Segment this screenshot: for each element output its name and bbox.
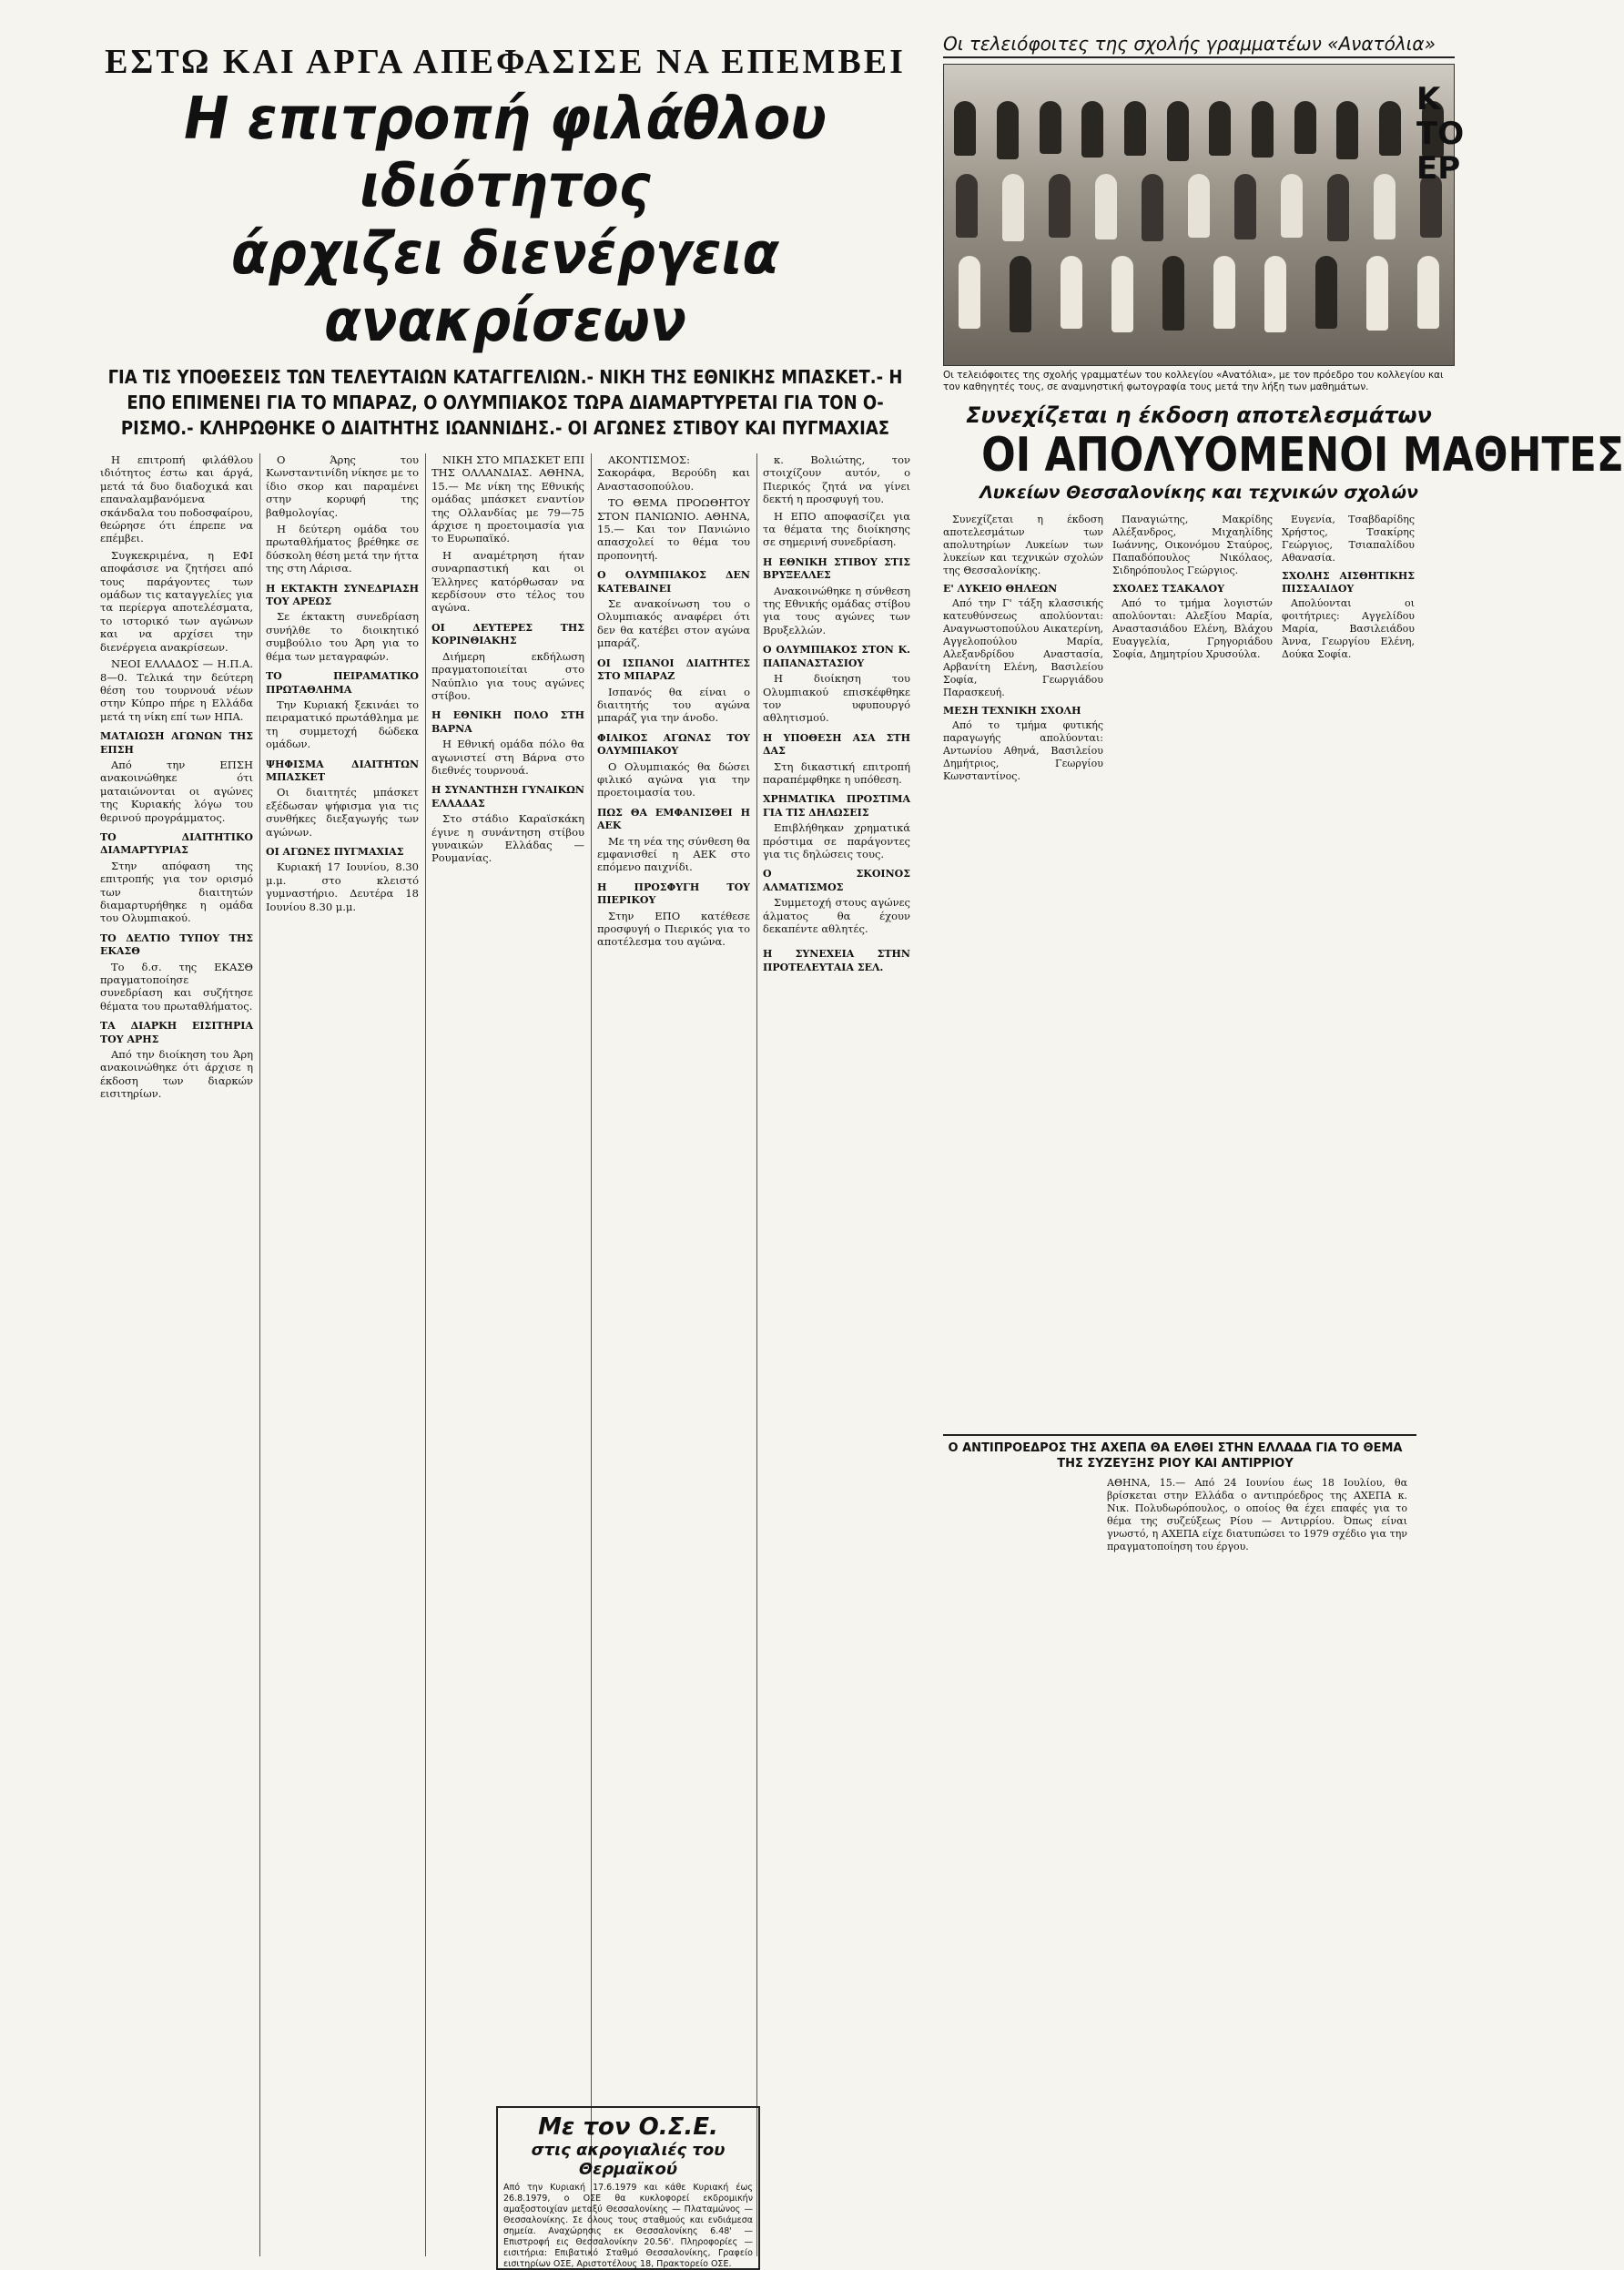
figure	[1327, 174, 1349, 241]
paragraph: Απολύονται οι φοιτήτριες: Αγγελίδου Μαρία, Βασιλειάδου Άννα, Γεωργίου Ελένη, Δούκα Σοφία.	[1282, 597, 1415, 660]
figure	[1061, 256, 1082, 329]
paragraph: Την Κυριακή ξεκινάει το πειραματικό πρωτάθλημα με τη συμμετοχή δώδεκα ομάδων.	[266, 697, 419, 751]
article-headline: Ο ΑΝΤΙΠΡΟΕΔΡΟΣ ΤΗΣ ΑΧΕΠΑ ΘΑ ΕΛΘΕΙ ΣΤΗΝ ΕΛΛΑΔΑ ΓΙΑ ΤΟ ΘΕΜΑ ΤΗΣ ΣΥΖΕΥΞΗΣ ΡΙΟΥ ΚΑΙ ΑΝΤΙΡΡΙΟΥ	[948, 1441, 1403, 1471]
figure	[1010, 256, 1031, 332]
figure	[1366, 256, 1388, 331]
paragraph: Συμμετοχή στους αγώνες άλματος θα έχουν δεκαπέντε αθλητές.	[763, 896, 910, 935]
figure	[1124, 101, 1146, 156]
section-heading: Η ΕΚΤΑΚΤΗ ΣΥΝΕΔΡΙΑΣΗ ΤΟΥ ΑΡΕΩΣ	[266, 582, 419, 608]
section-heading: Ε' ΛΥΚΕΙΟ ΘΗΛΕΩΝ	[943, 583, 1058, 595]
figure	[959, 256, 980, 329]
section-heading: Η ΥΠΟΘΕΣΗ ΑΣΑ ΣΤΗ ΔΑΣ	[763, 731, 910, 758]
paragraph: Το δ.σ. της ΕΚΑΣΘ πραγματοποίησε συνεδρίαση και συζήτησε θέματα του πρωταθλήματος.	[100, 960, 253, 1013]
paragraph: Ο Ολυμπιακός θα δώσει φιλικό αγώνα για την προετοιμασία του.	[597, 759, 750, 799]
ad-title: Με τον Ο.Σ.Ε.	[538, 2113, 718, 2141]
paragraph: Στην ΕΠΟ κατέθεσε προσφυγή ο Πιερικός για το αποτέλεσμα του αγώνα.	[597, 909, 750, 949]
paragraph: Στη δικαστική επιτροπή παραπέμφθηκε η υπόθεση.	[763, 759, 910, 786]
section-heading: Ο ΟΛΥΜΠΙΑΚΟΣ ΣΤΟΝ Κ. ΠΑΠΑΝΑΣΤΑΣΙΟΥ	[763, 644, 910, 669]
ad-subtitle: στις ακρογιαλιές του Θερμαϊκού	[531, 2141, 726, 2179]
ose-advertisement	[496, 2106, 760, 2270]
section-heading: ΣΧΟΛΗΣ ΑΙΣΘΗΤΙΚΗΣ ΠΙΣΣΑΛΙΔΟΥ	[1282, 570, 1415, 595]
paragraph: Ο Άρης του Κωνσταντινίδη νίκησε με το ίδιο σκορ και παραμένει στην κορυφή της βαθμολογίας.	[266, 453, 419, 519]
figure	[1252, 101, 1274, 158]
section-heading: ΤΟ ΠΕΙΡΑΜΑΤΙΚΟ ΠΡΩΤΑΘΛΗΜΑ	[266, 670, 419, 696]
headline-line-1: Η επιτροπή φιλάθλου ιδιότητος	[184, 86, 827, 220]
figure	[1095, 174, 1117, 239]
section-heading: Η ΕΘΝΙΚΗ ΣΤΙΒΟΥ ΣΤΙΣ ΒΡΥΞΕΛΛΕΣ	[763, 555, 910, 582]
continued-note: Η ΣΥΝΕΧΕΙΑ ΣΤΗΝ ΠΡΟΤΕΛΕΥΤΑΙΑ ΣΕΛ.	[763, 948, 910, 973]
headline-line-2: άρχιζει διενέργεια ανακρίσεων	[231, 220, 779, 355]
photo-row	[944, 174, 1454, 241]
paragraph: ΝΙΚΗ ΣΤΟ ΜΠΑΣΚΕΤ ΕΠΙ ΤΗΣ ΟΛΛΑΝΔΙΑΣ. ΑΘΗΝΑ, 15.— Με νίκη της Εθνικής ομάδας μπάσκετ εναντίον της Ολλανδίας με 79—75 άρχισε η προετοιμασία για το Ευρωπαϊκό.	[431, 453, 584, 545]
photo-caption: Οι τελειόφοιτες της σχολής γραμματέων του κολλεγίου «Ανατόλια», με τον πρόεδρο του κολλεγίου και τον καθηγητές τους, σε αναμνηστική φωτογραφία τους μετά την λήξη των μαθημάτων.	[943, 370, 1444, 392]
paragraph: Σε ανακοίνωση του ο Ολυμπιακός αναφέρει ότι δεν θα κατέβει στον αγώνα μπαράζ.	[597, 597, 750, 650]
section-heading: Ο ΟΛΥΜΠΙΑΚΟΣ ΔΕΝ ΚΑΤΕΒΑΙΝΕΙ	[597, 569, 750, 595]
main-article	[100, 36, 910, 2269]
paragraph: Από την Γ' τάξη κλασσικής κατευθύνσεως απολύονται: Αναγνωστοπούλου Αικατερίνη, Αγγελοπούλου Μαρία, Αλεξανδρίδου Αναστασία, Αρβανίτη Ελένη, Βασιλείου Σοφία, Γεωργιάδου Παρασκευή.	[943, 597, 1103, 698]
paragraph: Η επιτροπή φιλάθλου ιδιότητος έστω και άργά, μετά τά δυο διαδοχικά και επαναλαμβανόμενα σκάνδαλα του ποδοσφαίρου, θεώρησε ότι έπρεπε να επέμβει.	[100, 453, 253, 545]
column-2	[266, 453, 419, 917]
section-heading: ΤΟ ΔΕΛΤΙΟ ΤΥΠΟΥ ΤΗΣ ΕΚΑΣΘ	[100, 931, 253, 958]
results-column-1	[943, 514, 1103, 787]
figure	[1281, 174, 1303, 238]
figure	[1209, 101, 1231, 156]
edge-letter: ΤΟ	[1416, 116, 1465, 152]
section-heading: ΟΙ ΔΕΥΤΕΡΕΣ ΤΗΣ ΚΟΡΙΝΘΙΑΚΗΣ	[431, 621, 584, 647]
figure	[954, 101, 976, 156]
acheppa-article	[943, 1440, 1407, 1553]
results-column-3	[1282, 514, 1415, 665]
divider	[943, 1434, 1416, 1436]
column-rule	[756, 453, 757, 2256]
photo-title: Οι τελειόφοιτες της σχολής γραμματέων «Ανατόλια»	[943, 33, 1455, 58]
paragraph: ΤΟ ΘΕΜΑ ΠΡΟΩΘΗΤΟΥ ΣΤΟΝ ΠΑΝΙΩΝΙΟ. ΑΘΗΝΑ, 15.— Και τον Πανιώνιο απασχολεί το θέμα του προπονητή.	[597, 496, 750, 562]
figure	[1167, 101, 1189, 161]
photo-row	[944, 256, 1454, 332]
edge-letter: Κ	[1416, 81, 1441, 117]
section-heading: ΨΗΦΙΣΜΑ ΔΙΑΙΤΗΤΩΝ ΜΠΑΣΚΕΤ	[266, 758, 419, 783]
section-heading: Η ΕΘΝΙΚΗ ΠΟΛΟ ΣΤΗ ΒΑΡΝΑ	[431, 709, 584, 735]
paragraph: Η αναμέτρηση ήταν συναρπαστική και οι Έλληνες κατόρθωσαν να κερδίσουν στο τέλος του αγώνα.	[431, 548, 584, 615]
section-heading: ΧΡΗΜΑΤΙΚΑ ΠΡΟΣΤΙΜΑ ΓΙΑ ΤΙΣ ΔΗΛΩΣΕΙΣ	[763, 793, 910, 819]
paragraph: Με τη νέα της σύνθεση θα εμφανισθεί η ΑΕΚ στο επόμενο παιχνίδι.	[597, 834, 750, 874]
paragraph: ΝΕΟΙ ΕΛΛΑΔΟΣ — Η.Π.Α. 8—0. Τελικά την δεύτερη θέση του τουρνουά νέων στην Κύπρο πήρε η Ελλάδα μετά τη νίκη επί των ΗΠΑ.	[100, 657, 253, 723]
paragraph: κ. Βολιώτης, τον στοιχίζουν αυτόν, ο Πιερικός ζητά να γίνει δεκτή η προσφυγή του.	[763, 453, 910, 506]
class-photo	[943, 64, 1465, 366]
figure	[1374, 174, 1396, 239]
paragraph: Στο στάδιο Καραϊσκάκη έγινε η συνάντηση στίβου γυναικών Ελλάδας — Ρουμανίας.	[431, 812, 584, 865]
paragraph: Από το τμήμα φυτικής παραγωγής απολύονται: Αντωνίου Αθηνά, Βασιλείου Δημήτριος, Γεωργίου Κωνσταντίνος.	[943, 719, 1103, 782]
paragraph: Παναγιώτης, Μακρίδης Αλέξανδρος, Μιχαηλίδης Ιωάννης, Οικονόμου Σταύρος, Παπαδόπουλος Νικόλαος, Σιδηρόπουλος Γεώργιος.	[1112, 514, 1273, 576]
section-headline: ΟΙ ΑΠΟΛΥΟΜΕΝΟΙ ΜΑΘΗΤΕΣ	[981, 428, 1624, 483]
article-columns	[100, 453, 910, 2269]
section-heading: ΦΙΛΙΚΟΣ ΑΓΩΝΑΣ ΤΟΥ ΟΛΥΜΠΙΑΚΟΥ	[597, 731, 750, 758]
paragraph: Διήμερη εκδήλωση πραγματοποιείται στο Ναύπλιο για τους αγώνες στίβου.	[431, 649, 584, 702]
figure	[1111, 256, 1133, 332]
paragraph: Η δεύτερη ομάδα του πρωταθλήματος βρέθηκε σε δύσκολη θέση μετά την ήττα της στη Λάρισα.	[266, 523, 419, 575]
section-heading: Η ΠΡΟΣΦΥΓΗ ΤΟΥ ΠΙΕΡΙΚΟΥ	[597, 881, 750, 907]
photo-row	[944, 101, 1454, 161]
paragraph: Οι διαιτητές μπάσκετ εξέδωσαν ψήφισμα για τις συνθήκες διεξαγωγής των αγώνων.	[266, 786, 419, 839]
paragraph: Επιβλήθηκαν χρηματικά πρόστιμα σε παράγοντες για τις δηλώσεις τους.	[763, 821, 910, 860]
section-kicker: Συνεχίζεται η έκδοση αποτελεσμάτων	[966, 402, 1432, 428]
paragraph: Η Εθνική ομάδα πόλο θα αγωνιστεί στη Βάρνα στο διεθνές τουρνουά.	[431, 738, 584, 777]
section-heading: ΟΙ ΙΣΠΑΝΟΙ ΔΙΑΙΤΗΤΕΣ ΣΤΟ ΜΠΑΡΑΖ	[597, 657, 750, 683]
paragraph: Η διοίκηση του Ολυμπιακού επισκέφθηκε τον υφυπουργό αθλητισμού.	[763, 672, 910, 725]
section-heading: ΣΧΟΛΕΣ ΤΣΑΚΑΛΟΥ	[1112, 583, 1224, 595]
article-body: ΑΘΗΝΑ, 15.— Από 24 Ιουνίου έως 18 Ιουλίου, θα βρίσκεται στην Ελλάδα ο αντιπρόεδρος της ΑΧΕΠΑ κ. Νικ. Πολυδωρόπουλος, ο οποίος θα έχει επαφές για το θέμα της συζεύξεως Ρίου — Αντιρρίου. Όπως είναι γνωστό, η ΑΧΕΠΑ είχε διατυπώσει το 1979 σχέδιο για την πραγματοποίηση του έργου.	[1107, 1477, 1407, 1552]
figure	[1234, 174, 1256, 239]
figure	[1040, 101, 1061, 154]
paragraph: ΑΚΟΝΤΙΣΜΟΣ: Σακοράφα, Βερούδη και Αναστασοπούλου.	[597, 453, 750, 493]
figure	[997, 101, 1019, 159]
paragraph: Ευγενία, Τσαβδαρίδης Χρήστος, Τσακίρης Γεώργιος, Τσιαπαλίδου Αθανασία.	[1282, 514, 1415, 564]
figure	[1213, 256, 1235, 329]
section-heading: ΜΕΣΗ ΤΕΧΝΙΚΗ ΣΧΟΛΗ	[943, 705, 1081, 717]
column-rule	[591, 453, 592, 2256]
paragraph: Σε έκτακτη συνεδρίαση συνήλθε το διοικητικό συμβούλιο του Άρη για το θέμα των μεταγραφών.	[266, 610, 419, 663]
column-1	[100, 453, 253, 1104]
figure	[1162, 256, 1184, 331]
figure	[1264, 256, 1286, 332]
paragraph: Κυριακή 17 Ιουνίου, 8.30 μ.μ. στο κλειστό γυμναστήριο. Δευτέρα 18 Ιουνίου 8.30 μ.μ.	[266, 860, 419, 913]
figure	[1081, 101, 1103, 158]
figure	[1336, 101, 1358, 159]
figure	[956, 174, 978, 238]
figure	[1315, 256, 1337, 329]
section-heading: ΤΟ ΔΙΑΙΤΗΤΙΚΟ ΔΙΑΜΑΡΤΥΡΙΑΣ	[100, 830, 253, 857]
paragraph: Από την διοίκηση του Άρη ανακοινώθηκε ότι άρχισε η έκδοση των διαρκών εισιτηρίων.	[100, 1048, 253, 1101]
section-heading: ΜΑΤΑΙΩΣΗ ΑΓΩΝΩΝ ΤΗΣ ΕΠΣΗ	[100, 730, 253, 756]
figure	[1002, 174, 1024, 241]
paragraph: Ανακοινώθηκε η σύνθεση της Εθνικής ομάδας στίβου για τους αγώνες των Βρυξελλών.	[763, 584, 910, 636]
kicker: ΕΣΤΩ ΚΑΙ ΑΡΓΑ ΑΠΕΦΑΣΙΣΕ ΝΑ ΕΠΕΜΒΕΙ	[105, 43, 906, 81]
figure	[1142, 174, 1163, 241]
figure	[1188, 174, 1210, 238]
paragraph: Στην απόφαση της επιτροπής για τον ορισμό των διαιτητών διαμαρτυρήθηκε η ομάδα του Ολυμπιακού.	[100, 859, 253, 925]
figure	[1049, 174, 1071, 238]
paragraph: Από την ΕΠΣΗ ανακοινώθηκε ότι ματαιώνονται οι αγώνες της Κυριακής λόγω του θερινού προγράμματος.	[100, 758, 253, 824]
section-heading: Ο ΣΚΟΙΝΟΣ ΑΛΜΑΤΙΣΜΟΣ	[763, 868, 910, 893]
section-heading: ΟΙ ΑΓΩΝΕΣ ΠΥΓΜΑΧΙΑΣ	[266, 845, 404, 858]
figure	[1294, 101, 1316, 154]
results-column-2	[1112, 514, 1273, 665]
paragraph: Συγκεκριμένα, η ΕΦΙ αποφάσισε να ζητήσει από τους παράγοντες των ομάδων τις καταγγελίες για τα περίεργα αποτελέσματα, το ιστορικό των αγώνων και να αρχίσει την διενέργεια ανακρίσεων.	[100, 548, 253, 654]
section-heading: ΤΑ ΔΙΑΡΚΗ ΕΙΣΙΤΗΡΙΑ ΤΟΥ ΑΡΗΣ	[100, 1020, 253, 1045]
column-rule	[425, 453, 426, 2256]
column-4	[597, 453, 750, 952]
subheadline: ΓΙΑ ΤΙΣ ΥΠΟΘΕΣΕΙΣ ΤΩΝ ΤΕΛΕΥΤΑΙΩΝ ΚΑΤΑΓΓΕΛΙΩΝ.- ΝΙΚΗ ΤΗΣ ΕΘΝΙΚΗΣ ΜΠΑΣΚΕΤ.- Η ΕΠΟ ΕΠΙΜΕΝΕΙ ΓΙΑ ΤΟ ΜΠΑΡΑΖ, Ο ΟΛΥΜΠΙΑΚΟΣ ΤΩΡΑ ΔΙΑΜΑΡΤΥΡΕΤΑΙ ΓΙΑ ΤΟΝ Ο-ΡΙΣΜΟ.- ΚΛΗΡΩΘΗΚΕ Ο ΔΙΑΙΤΗΤΗΣ ΙΩΑΝΝΙΔΗΣ.- ΟΙ ΑΓΩΝΕΣ ΣΤΙΒΟΥ ΚΑΙ ΠΥΓΜΑΧΙΑΣ	[107, 366, 903, 439]
paragraph: Ισπανός θα είναι ο διαιτητής του αγώνα μπαράζ για την άνοδο.	[597, 685, 750, 725]
section-heading: Η ΣΥΝΑΝΤΗΣΗ ΓΥΝΑΙΚΩΝ ΕΛΛΑΔΑΣ	[431, 784, 584, 809]
adjacent-page-edge	[1416, 0, 1465, 2139]
paragraph: Από το τμήμα λογιστών απολύονται: Αλεξίου Μαρία, Αναστασιάδου Ελένη, Βλάχου Ευαγγελία, Γρηγοριάδου Σοφία, Δημητρίου Χρυσούλα.	[1112, 597, 1273, 660]
section-subheadline: Λυκείων Θεσσαλονίκης και τεχνικών σχολών	[979, 483, 1418, 503]
column-5	[763, 453, 910, 976]
section-heading: ΠΩΣ ΘΑ ΕΜΦΑΝΙΣΘΕΙ Η ΑΕΚ	[597, 806, 750, 832]
edge-letter: ΕΡ	[1416, 150, 1461, 187]
column-3	[431, 453, 584, 869]
results-columns	[943, 514, 1455, 1788]
paragraph: Συνεχίζεται η έκδοση αποτελεσμάτων των απολυτηρίων Λυκείων των λυκείων και τεχνικών σχολών της Θεσσαλονίκης.	[943, 514, 1103, 576]
figure	[1379, 101, 1401, 156]
paragraph: Η ΕΠΟ αποφασίζει για τα θέματα της διοίκησης σε σημερινή συνεδρίαση.	[763, 509, 910, 549]
column-rule	[259, 453, 260, 2256]
ad-body: Από την Κυριακή 17.6.1979 και κάθε Κυριακή έως 26.8.1979, ο ΟΣΕ θα κυκλοφορεί εκδρομικήν αμαξοστοιχίαν μεταξύ Θεσσαλονίκης — Πλαταμώνος — Θεσσαλονίκης. Σε όλους τους σταθμούς και ενδιάμεσα σημεία. Αναχώρησις εκ Θεσσαλονίκης 6.48' — Επιστροφή εις Θεσσαλονίκην 20.56'. Πληροφορίες — εισιτήρια: Επιβατικό Σταθμό Θεσσαλονίκης, Γραφείο εισιτηρίων ΟΣΕ, Αριστοτέλους 18, Πρακτορείο ΟΣΕ.	[503, 2183, 753, 2269]
